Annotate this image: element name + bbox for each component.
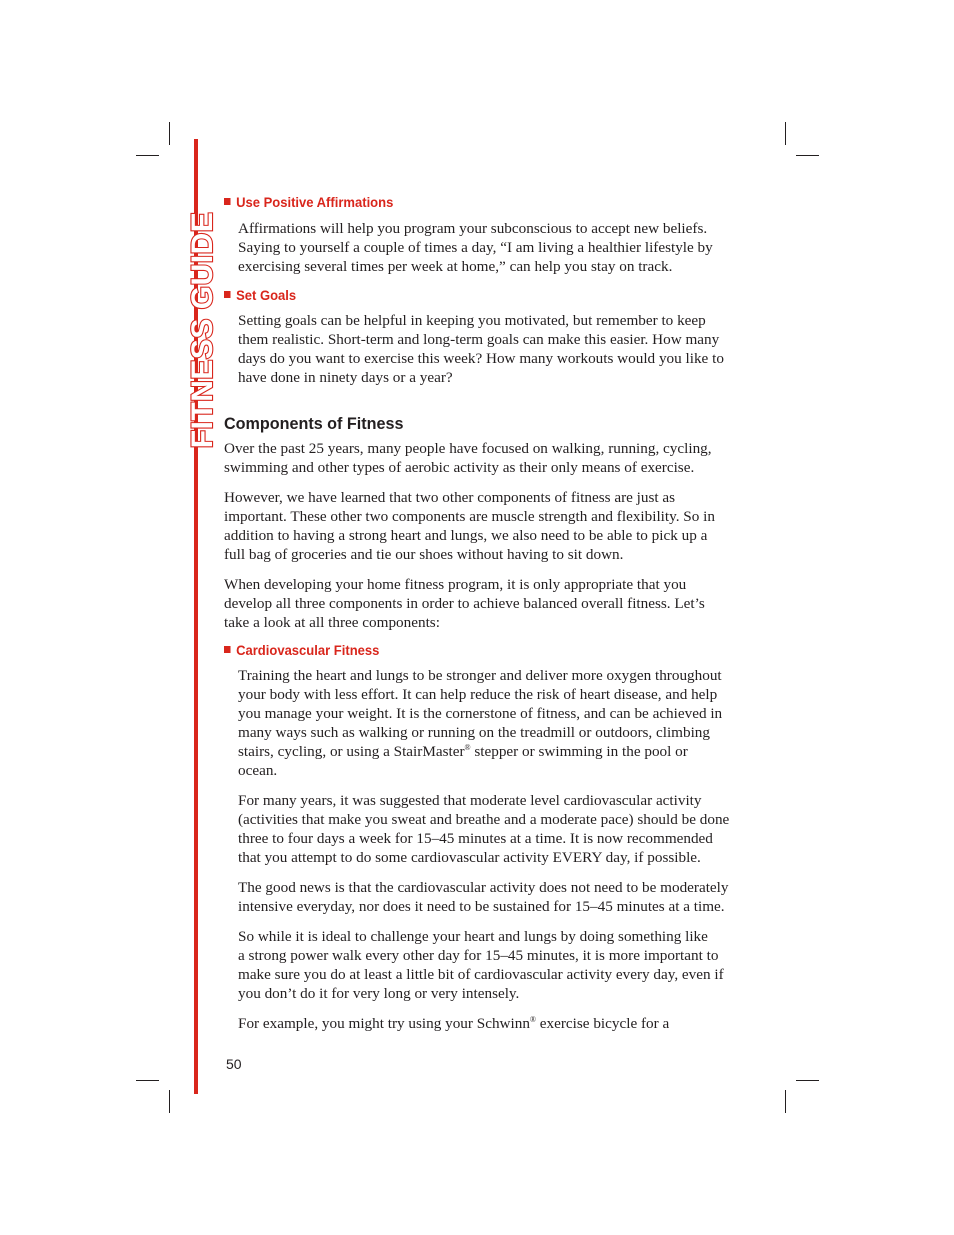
text-line: Saying to yourself a couple of times a day, “I am living a healthier lifestyle by [238, 239, 713, 256]
registered-mark: ® [529, 1015, 536, 1024]
text-line: intensive everyday, nor does it need to be sustained for 15–45 minutes at a time. [238, 898, 725, 915]
text-line: swimming and other types of aerobic activity as their only means of exercise. [224, 459, 695, 476]
page-number: 50 [226, 1056, 242, 1072]
crop-mark [136, 1080, 159, 1081]
text-line [238, 742, 748, 761]
text-line: you don’t do it for very long or very intensely. [238, 985, 520, 1002]
paragraph [238, 219, 748, 276]
registered-mark: ® [464, 743, 471, 752]
crop-mark [136, 155, 159, 156]
text-line: Setting goals can be helpful in keeping you motivated, but remember to keep [238, 312, 706, 329]
text-line: Over the past 25 years, many people have focused on walking, running, cycling, [224, 440, 712, 457]
square-bullet-icon [224, 646, 231, 653]
text-line: important. These other two components are muscle strength and flexibility. So in [224, 508, 715, 525]
crop-mark [796, 1080, 819, 1081]
paragraph [224, 488, 748, 564]
text-line: that you attempt to do some cardiovascular activity EVERY day, if possible. [238, 849, 701, 866]
text-line: make sure you do at least a little bit of cardiovascular activity every day, even if [238, 966, 724, 983]
paragraph [224, 439, 748, 477]
subheading-goals [224, 285, 711, 305]
subheading-text: Use Positive Affirmations [236, 194, 394, 210]
subheading-text: Cardiovascular Fitness [236, 642, 380, 658]
text-span: exercise bicycle for a [536, 1015, 670, 1032]
text-line: full bag of groceries and tie our shoes without having to sit down. [224, 546, 624, 563]
text-line: However, we have learned that two other components of fitness are just as [224, 489, 676, 506]
text-line: them realistic. Short-term and long-term goals can make this easier. How many [238, 331, 720, 348]
crop-mark [169, 1090, 170, 1113]
crop-mark [785, 122, 786, 145]
text-line: three to four days a week for 15–45 minutes at a time. It is now recommended [238, 830, 713, 847]
text-line: So while it is ideal to challenge your heart and lungs by doing something like [238, 928, 708, 945]
paragraph [238, 927, 748, 1003]
paragraph [238, 791, 748, 867]
text-line: The good news is that the cardiovascular activity does not need to be moderately [238, 879, 729, 896]
paragraph [238, 878, 748, 916]
text-line: develop all three components in order to achieve balanced overall fitness. Let’s [224, 595, 705, 612]
square-bullet-icon [224, 291, 231, 298]
section-tab-label: FITNESS GUIDE [186, 211, 219, 449]
text-line: When developing your home fitness program, it is only appropriate that you [224, 576, 687, 593]
text-line: ocean. [238, 762, 278, 779]
paragraph [238, 1014, 748, 1033]
text-span: stairs, cycling, or using a StairMaster [238, 743, 465, 760]
text-line: (activities that make you sweat and breathe and a moderate pace) should be done [238, 811, 730, 828]
subheading-cardio [224, 640, 711, 660]
crop-mark [796, 155, 819, 156]
text-line: days do you want to exercise this week? How many workouts would you like to [238, 350, 724, 367]
text-line: your body with less effort. It can help reduce the risk of heart disease, and help [238, 686, 718, 703]
subheading-text: Set Goals [236, 287, 297, 303]
crop-mark [169, 122, 170, 145]
text-line: many ways such as walking or running on the treadmill or outdoors, climbing [238, 724, 710, 741]
text-line: addition to having a strong heart and lungs, we also need to be able to pick up a [224, 527, 708, 544]
paragraph [238, 666, 748, 780]
page-content [224, 192, 748, 1033]
subheading-affirmations [224, 192, 711, 212]
text-line: take a look at all three components: [224, 614, 440, 631]
text-line: exercising several times per week at home,” can help you stay on track. [238, 258, 673, 275]
paragraph [224, 575, 748, 632]
text-line: have done in ninety days or a year? [238, 369, 453, 386]
crop-mark [785, 1090, 786, 1113]
text-line: Training the heart and lungs to be stronger and deliver more oxygen throughout [238, 667, 722, 684]
text-line: you manage your weight. It is the cornerstone of fitness, and can be achieved in [238, 705, 723, 722]
text-line: a strong power walk every other day for 15–45 minutes, it is more important to [238, 947, 719, 964]
text-line [238, 1014, 748, 1033]
paragraph [238, 311, 748, 387]
text-line: Affirmations will help you program your subconscious to accept new beliefs. [238, 220, 708, 237]
text-span: For example, you might try using your Schwinn [238, 1015, 530, 1032]
text-line: For many years, it was suggested that moderate level cardiovascular activity [238, 792, 702, 809]
square-bullet-icon [224, 198, 231, 205]
text-span: stepper or swimming in the pool or [470, 743, 688, 760]
section-heading: Components of Fitness [224, 414, 404, 433]
